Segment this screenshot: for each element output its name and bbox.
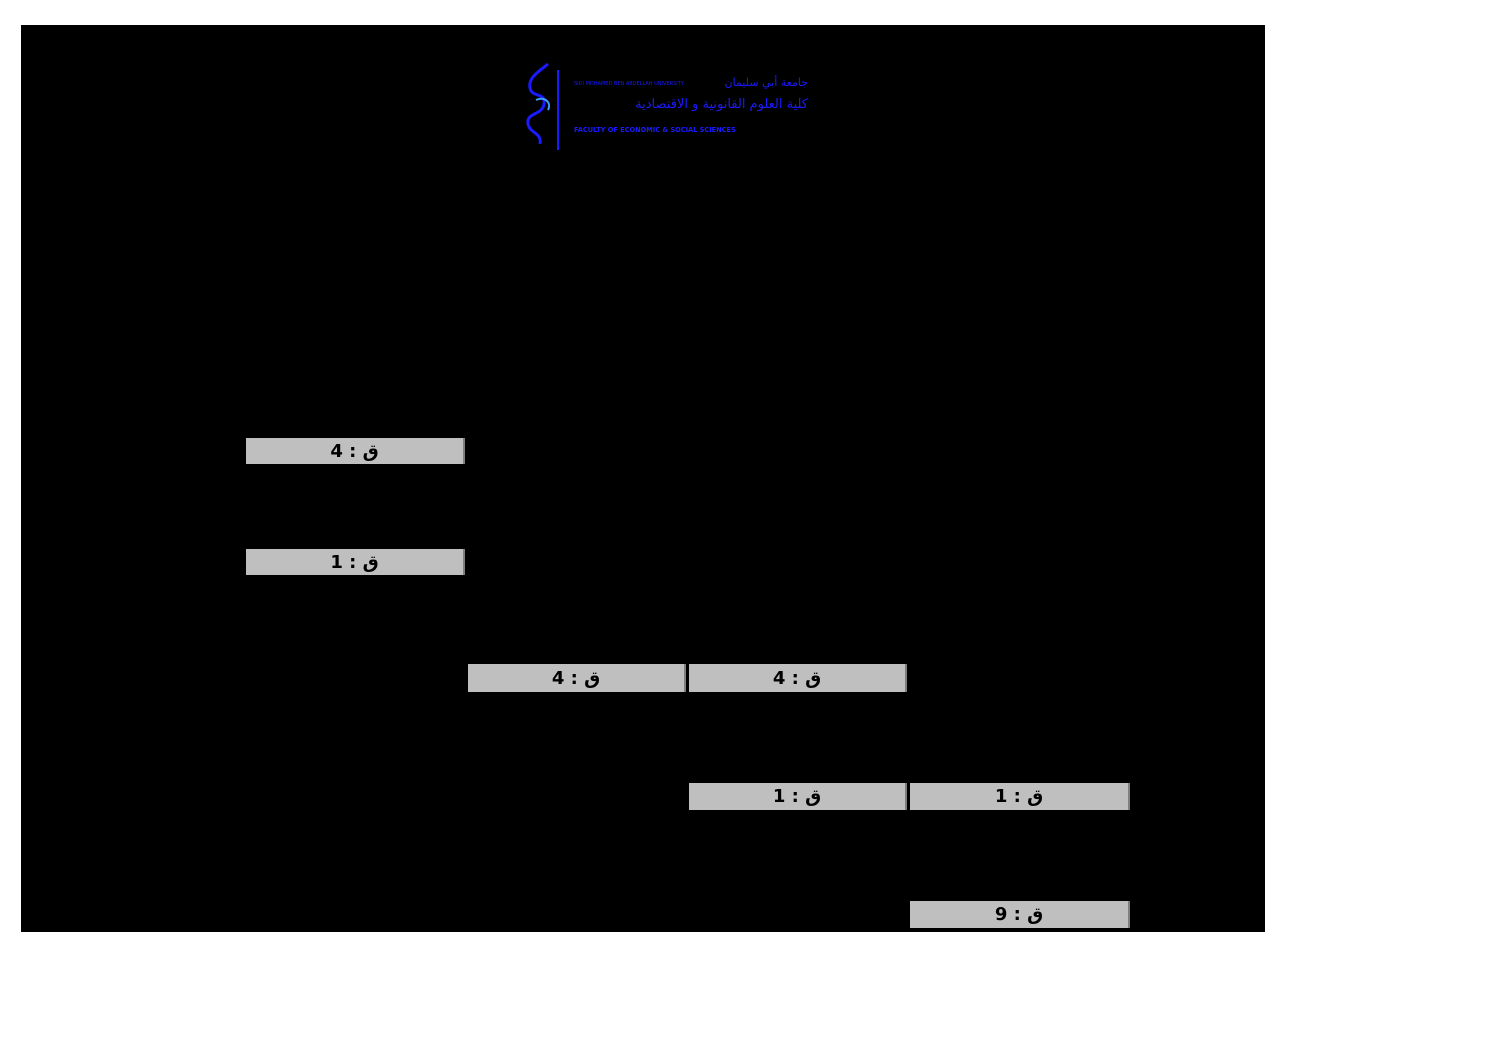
score-cell-label: ق : 9 bbox=[994, 904, 1044, 925]
score-cell-label: ق : 1 bbox=[330, 551, 379, 573]
score-cell bbox=[246, 438, 465, 464]
logo-line3-en: FACULTY OF ECONOMIC & SOCIAL SCIENCES bbox=[574, 126, 736, 134]
logo-line1-ar: جامعة أبي سليمان bbox=[724, 76, 808, 89]
university-logo bbox=[518, 60, 810, 152]
logo-line2-ar: كلية العلوم القانونية و الاقتصادية bbox=[635, 97, 808, 112]
score-cell bbox=[468, 664, 686, 692]
score-cell bbox=[910, 783, 1130, 810]
score-cell-label: ق : 4 bbox=[772, 667, 822, 689]
score-cell-label: ق : 1 bbox=[994, 786, 1044, 807]
score-cell bbox=[689, 783, 907, 810]
score-cell-label: ق : 4 bbox=[330, 440, 379, 462]
score-cell bbox=[689, 664, 907, 692]
score-cell bbox=[246, 549, 465, 575]
score-cell-label: ق : 4 bbox=[551, 667, 601, 689]
score-cell-label: ق : 1 bbox=[772, 786, 822, 807]
logo-line1-en: SIDI MOHAMED BEN ABDELLAH UNIVERSITY bbox=[574, 81, 684, 87]
score-cell bbox=[910, 901, 1130, 928]
